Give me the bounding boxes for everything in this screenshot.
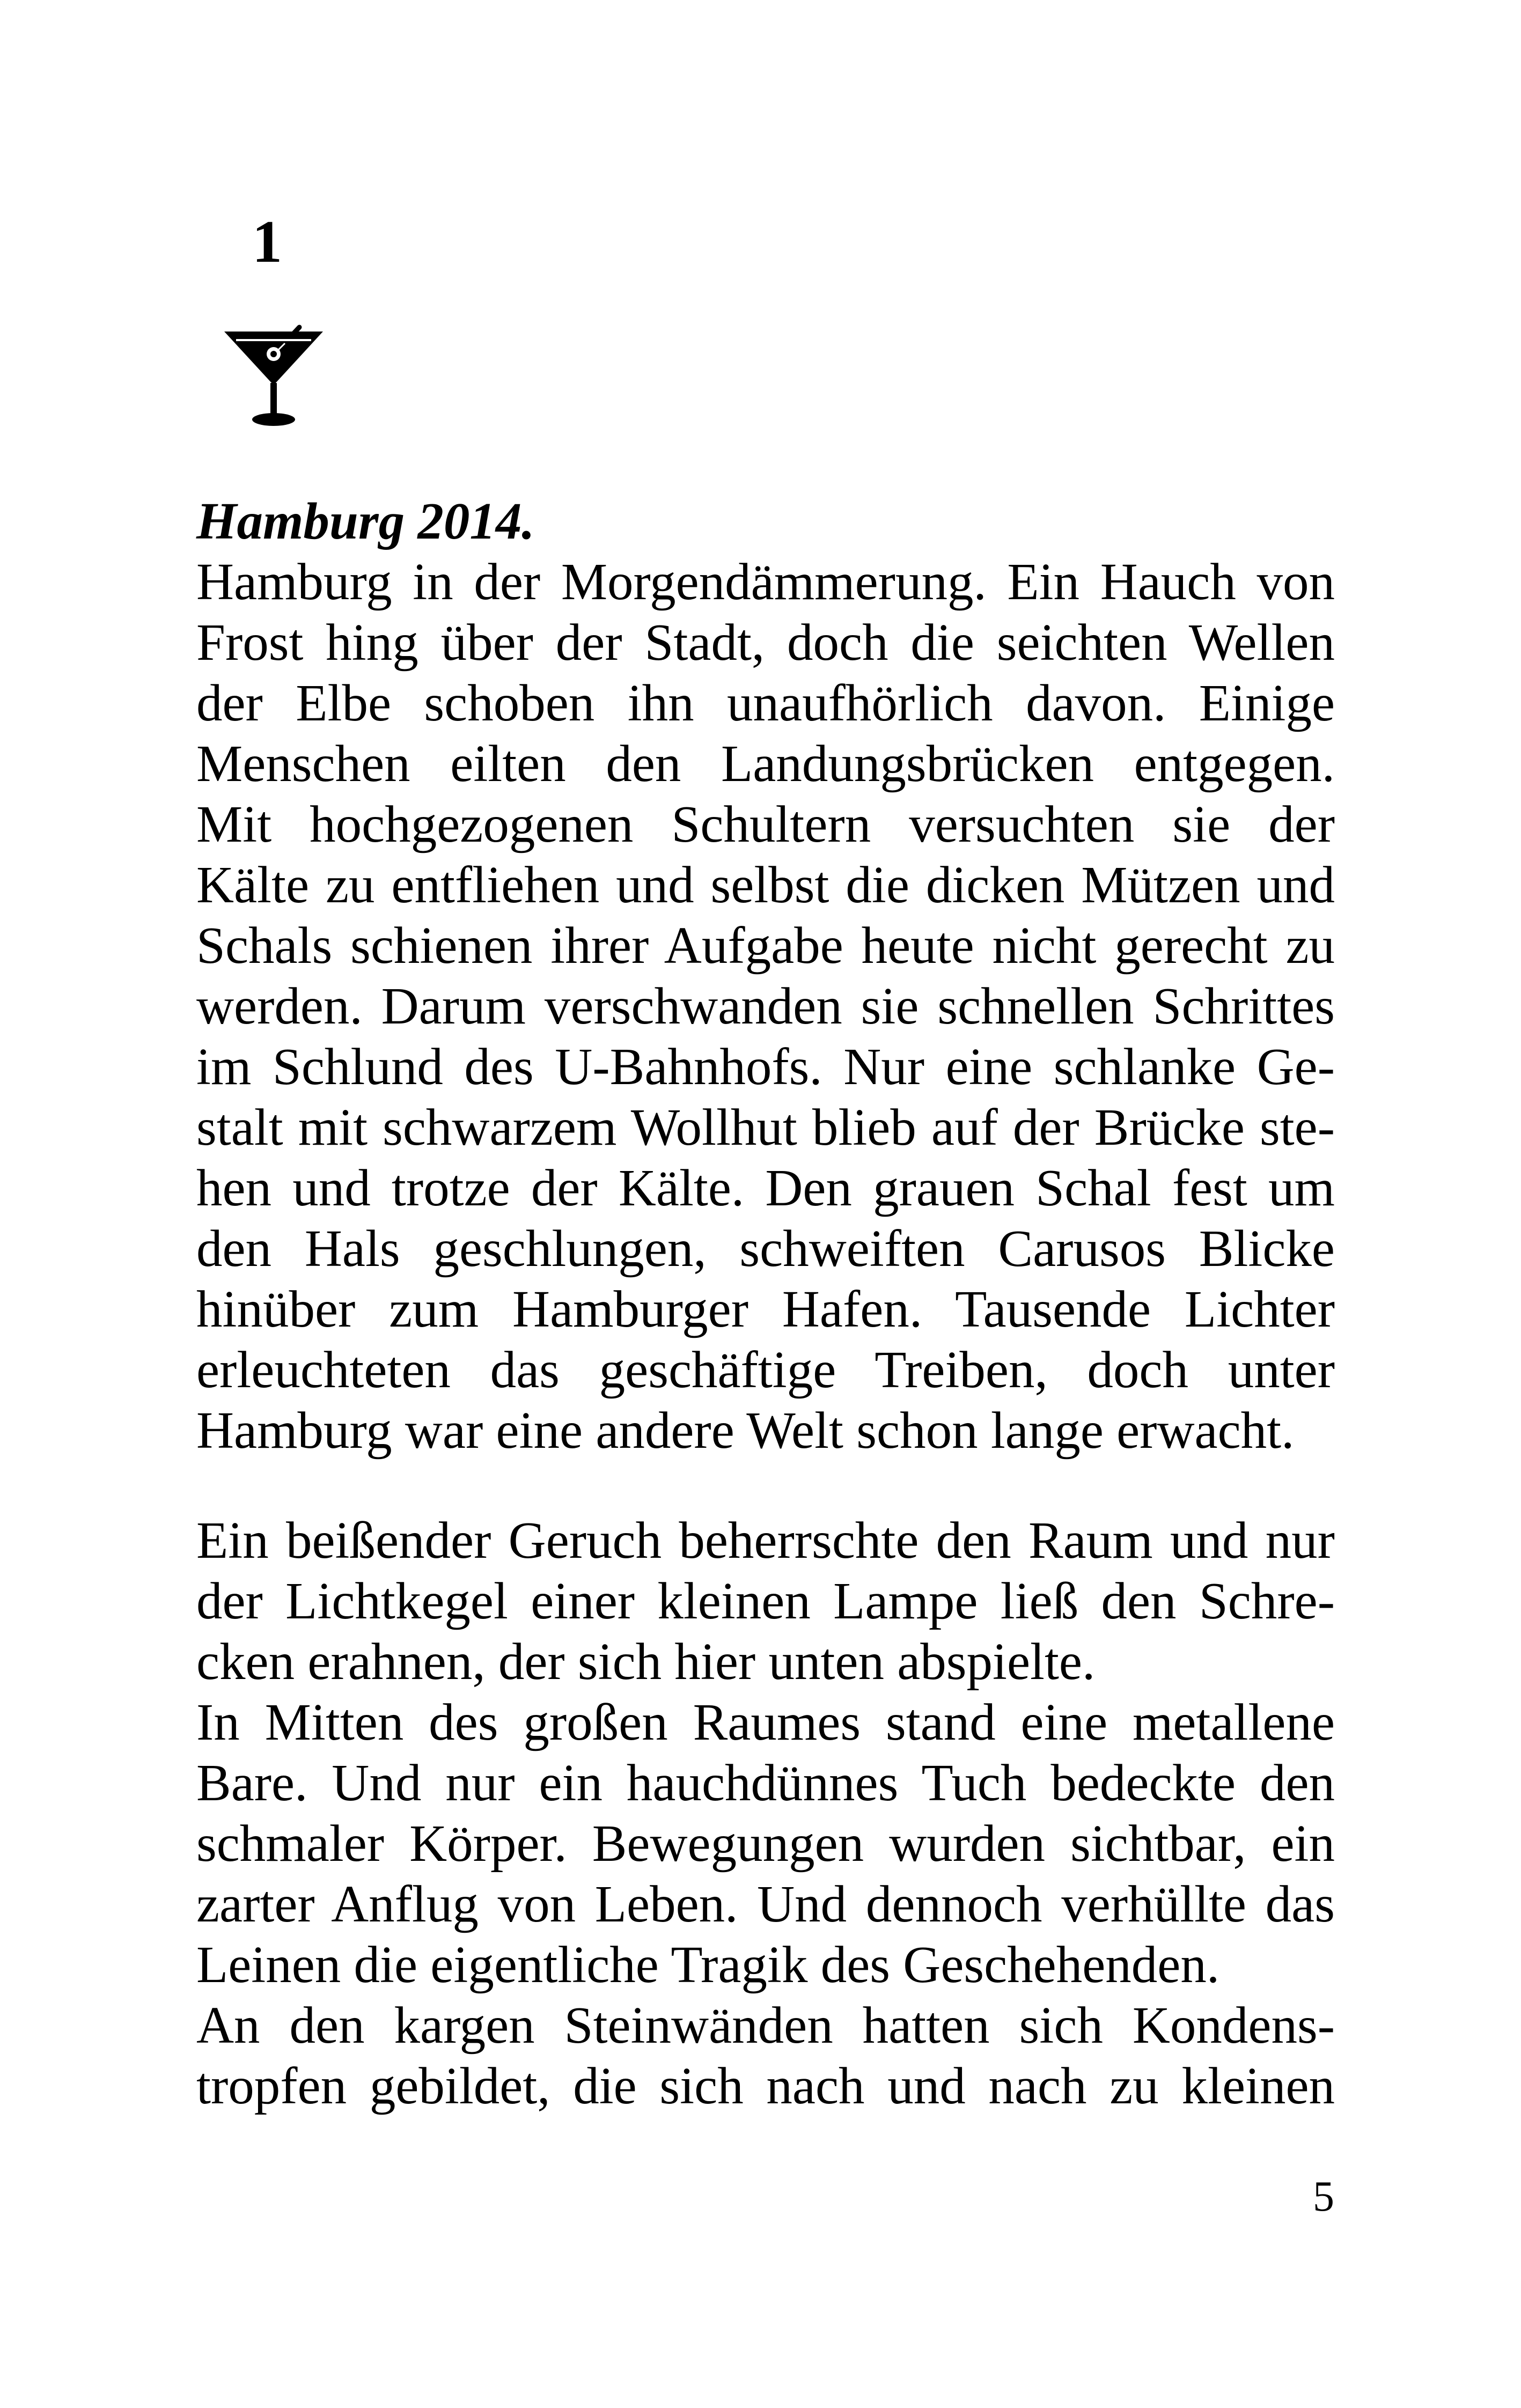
text-line: der Lichtkegel einer kleinen Lampe ließ den Schre- — [196, 1572, 1335, 1630]
text-line: stalt mit schwarzem Wollhut blieb auf der Brücke ste- — [196, 1099, 1335, 1156]
text-line: erleuchteten das geschäftige Treiben, doch unter — [196, 1341, 1335, 1398]
section-subtitle: Hamburg 2014. — [196, 492, 535, 550]
text-line: In Mitten des großen Raumes stand eine metallene — [196, 1693, 1335, 1751]
text-line: cken erahnen, der sich hier unten abspielte. — [196, 1633, 1096, 1690]
text-line: hen und trotze der Kälte. Den grauen Schal fest um — [196, 1159, 1335, 1217]
text-line: der Elbe schoben ihn unaufhörlich davon. Einige — [196, 674, 1335, 732]
martini-glass-icon — [220, 316, 327, 435]
text-line: Frost hing über der Stadt, doch die seichten Wellen — [196, 614, 1335, 671]
text-line: An den kargen Steinwänden hatten sich Kondens- — [196, 1997, 1335, 2054]
text-line: schmaler Körper. Bewegungen wurden sichtbar, ein — [196, 1815, 1335, 1872]
section-hamburg — [196, 491, 1335, 1461]
text-line: tropfen gebildet, die sich nach und nach zu kleinen — [196, 2057, 1335, 2115]
text-line: Schals schienen ihrer Aufgabe heute nicht gerecht zu — [196, 917, 1335, 974]
section-cellar — [196, 1510, 1335, 2116]
text-line: den Hals geschlungen, schweiften Carusos Blicke — [196, 1220, 1335, 1277]
text-line: Bare. Und nur ein hauchdünnes Tuch bedeckte den — [196, 1754, 1335, 1811]
text-line: Hamburg in der Morgendämmerung. Ein Hauch von — [196, 553, 1335, 610]
page-number: 5 — [1313, 2173, 1334, 2220]
text-line: Kälte zu entfliehen und selbst die dicken Mützen und — [196, 856, 1335, 914]
text-line: Hamburg war eine andere Welt schon lange erwacht. — [196, 1402, 1295, 1459]
text-line: Mit hochgezogenen Schultern versuchten sie der — [196, 796, 1335, 853]
text-line: Leinen die eigentliche Tragik des Geschehenden. — [196, 1936, 1220, 1993]
text-line: hinüber zum Hamburger Hafen. Tausende Lichter — [196, 1280, 1335, 1338]
chapter-number: 1 — [252, 209, 282, 275]
text-line: zarter Anflug von Leben. Und dennoch verhüllte das — [196, 1875, 1335, 1933]
text-line: werden. Darum verschwanden sie schnellen Schrittes — [196, 977, 1335, 1035]
text-line: Ein beißender Geruch beherrschte den Raum und nur — [196, 1512, 1335, 1569]
text-line: Menschen eilten den Landungsbrücken entgegen. — [196, 735, 1335, 792]
text-line: im Schlund des U-Bahnhofs. Nur eine schlanke Ge- — [196, 1038, 1335, 1095]
